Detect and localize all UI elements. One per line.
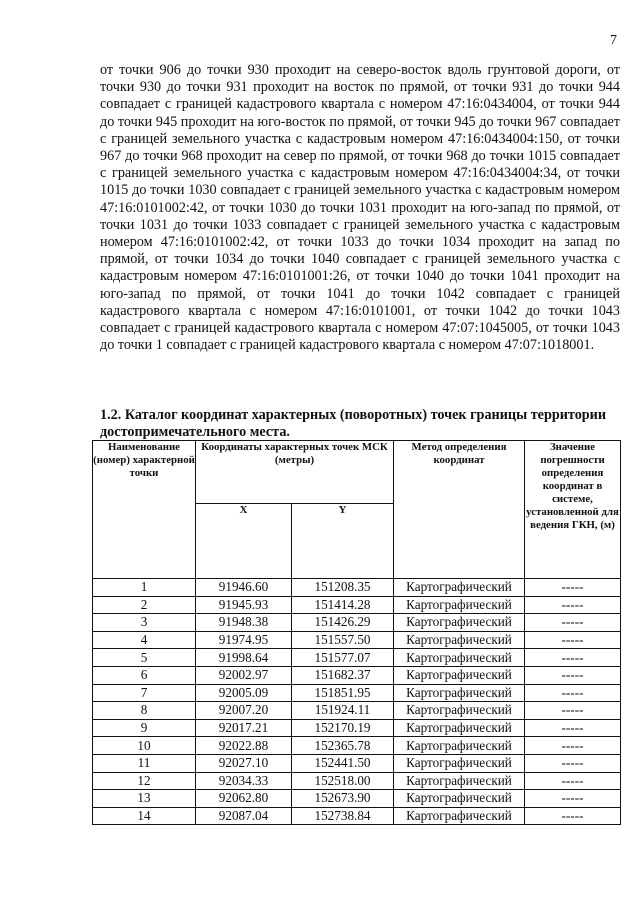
cell-y: 152738.84: [292, 807, 394, 825]
table-row: [93, 666, 621, 684]
cell-y: 152673.90: [292, 790, 394, 808]
header-coordinates: Координаты характерных точек МСК (метры): [196, 441, 394, 504]
cell-y: 151682.37: [292, 666, 394, 684]
cell-x: 92017.21: [196, 719, 292, 737]
cell-method: Картографический: [394, 614, 525, 632]
cell-method: Картографический: [394, 631, 525, 649]
table-row: [93, 684, 621, 702]
cell-x: 92027.10: [196, 754, 292, 772]
table-row: [93, 719, 621, 737]
table-body: [93, 579, 621, 825]
cell-point-number: 5: [93, 649, 196, 667]
cell-x: 91946.60: [196, 579, 292, 597]
cell-method: Картографический: [394, 772, 525, 790]
boundary-description-paragraph: от точки 906 до точки 930 проходит на северо-восток вдоль грунтовой дороги, от точки 930 до точки 931 проходит на восток по прямой, от точки 931 до точки 944 совпадает с границей кадастрового квартала с номером 47:16:0434004, от точки 944 до точки 945 проходит на юго-восток по прямой, от точки 945 до точки 967 совпадает с границей земельного участка с кадастровым номером 47:16:0434004:150, от точки 967 до точки 968 проходит на север по прямой, от точки 968 до точки 1015 совпадает с границей земельного участка с кадастровым номером 47:16:0434004:34, от точки 1015 до точки 1030 совпадает с границей земельного участка с кадастровым номером 47:16:0101002:42, от точки 1030 до точки 1031 проходит на юго-запад по прямой, от точки 1031 до точки 1033 совпадает с границей земельного участка с кадастровым номером 47:16:0101002:42, от точки 1033 до точки 1034 проходит на запад по прямой, от точки 1034 до точки 1040 совпадает с границей земельного участка с кадастровым номером 47:16:0101001:26, от точки 1040 до точки 1041 проходит на юго-запад по прямой, от точки 1041 до точки 1042 совпадает с границей кадастрового квартала с номером 47:16:0101001, от точки 1042 до точки 1043 совпадает с границей кадастрового квартала с номером 47:07:1045005, от точки 1043 до точки 1 совпадает с границей кадастрового квартала с номером 47:07:1018001.: [100, 62, 620, 354]
table-row: [93, 649, 621, 667]
cell-x: 92062.80: [196, 790, 292, 808]
cell-error: -----: [525, 631, 621, 649]
cell-method: Картографический: [394, 666, 525, 684]
table-row: [93, 579, 621, 597]
cell-x: 91974.95: [196, 631, 292, 649]
cell-y: 152441.50: [292, 754, 394, 772]
cell-method: Картографический: [394, 737, 525, 755]
cell-point-number: 12: [93, 772, 196, 790]
table-row: [93, 807, 621, 825]
cell-x: 92002.97: [196, 666, 292, 684]
table-row: [93, 754, 621, 772]
cell-method: Картографический: [394, 790, 525, 808]
cell-method: Картографический: [394, 754, 525, 772]
cell-x: 92007.20: [196, 702, 292, 720]
cell-method: Картографический: [394, 579, 525, 597]
cell-point-number: 2: [93, 596, 196, 614]
cell-y: 151851.95: [292, 684, 394, 702]
cell-point-number: 4: [93, 631, 196, 649]
cell-y: 152518.00: [292, 772, 394, 790]
cell-x: 91945.93: [196, 596, 292, 614]
section-heading: 1.2. Каталог координат характерных (поворотных) точек границы территории достопримечательного места.: [100, 407, 607, 440]
cell-error: -----: [525, 614, 621, 632]
table-row: [93, 790, 621, 808]
cell-y: 151208.35: [292, 579, 394, 597]
cell-error: -----: [525, 596, 621, 614]
cell-x: 92034.33: [196, 772, 292, 790]
cell-error: -----: [525, 807, 621, 825]
cell-method: Картографический: [394, 702, 525, 720]
cell-x: 92005.09: [196, 684, 292, 702]
cell-point-number: 9: [93, 719, 196, 737]
table-row: [93, 631, 621, 649]
cell-x: 92087.04: [196, 807, 292, 825]
cell-x: 91948.38: [196, 614, 292, 632]
cell-error: -----: [525, 666, 621, 684]
cell-point-number: 11: [93, 754, 196, 772]
cell-error: -----: [525, 579, 621, 597]
cell-y: 151426.29: [292, 614, 394, 632]
table-row: [93, 737, 621, 755]
cell-point-number: 14: [93, 807, 196, 825]
cell-error: -----: [525, 772, 621, 790]
cell-y: 151557.50: [292, 631, 394, 649]
cell-y: 152365.78: [292, 737, 394, 755]
cell-method: Картографический: [394, 684, 525, 702]
header-x: X: [196, 504, 292, 579]
header-error: Значение погрешности определения координат в системе, установленной для ведения ГКН, (м): [525, 441, 621, 579]
cell-error: -----: [525, 702, 621, 720]
cell-point-number: 6: [93, 666, 196, 684]
table-row: [93, 702, 621, 720]
table-row: [93, 772, 621, 790]
cell-method: Картографический: [394, 596, 525, 614]
cell-y: 151577.07: [292, 649, 394, 667]
cell-x: 91998.64: [196, 649, 292, 667]
cell-point-number: 1: [93, 579, 196, 597]
header-method: Метод определения координат: [394, 441, 525, 579]
cell-error: -----: [525, 649, 621, 667]
cell-method: Картографический: [394, 719, 525, 737]
header-y: Y: [292, 504, 394, 579]
coordinates-table: [92, 440, 621, 825]
cell-point-number: 13: [93, 790, 196, 808]
cell-y: 151414.28: [292, 596, 394, 614]
cell-point-number: 3: [93, 614, 196, 632]
cell-point-number: 10: [93, 737, 196, 755]
cell-x: 92022.88: [196, 737, 292, 755]
table-row: [93, 614, 621, 632]
cell-method: Картографический: [394, 649, 525, 667]
cell-y: 152170.19: [292, 719, 394, 737]
cell-error: -----: [525, 790, 621, 808]
table-row: [93, 596, 621, 614]
cell-error: -----: [525, 754, 621, 772]
cell-y: 151924.11: [292, 702, 394, 720]
page-number: 7: [610, 33, 617, 48]
cell-point-number: 7: [93, 684, 196, 702]
header-point-name: Наименование (номер) характерной точки: [93, 441, 196, 579]
cell-point-number: 8: [93, 702, 196, 720]
cell-method: Картографический: [394, 807, 525, 825]
cell-error: -----: [525, 719, 621, 737]
table-header: [93, 441, 621, 579]
cell-error: -----: [525, 737, 621, 755]
cell-error: -----: [525, 684, 621, 702]
